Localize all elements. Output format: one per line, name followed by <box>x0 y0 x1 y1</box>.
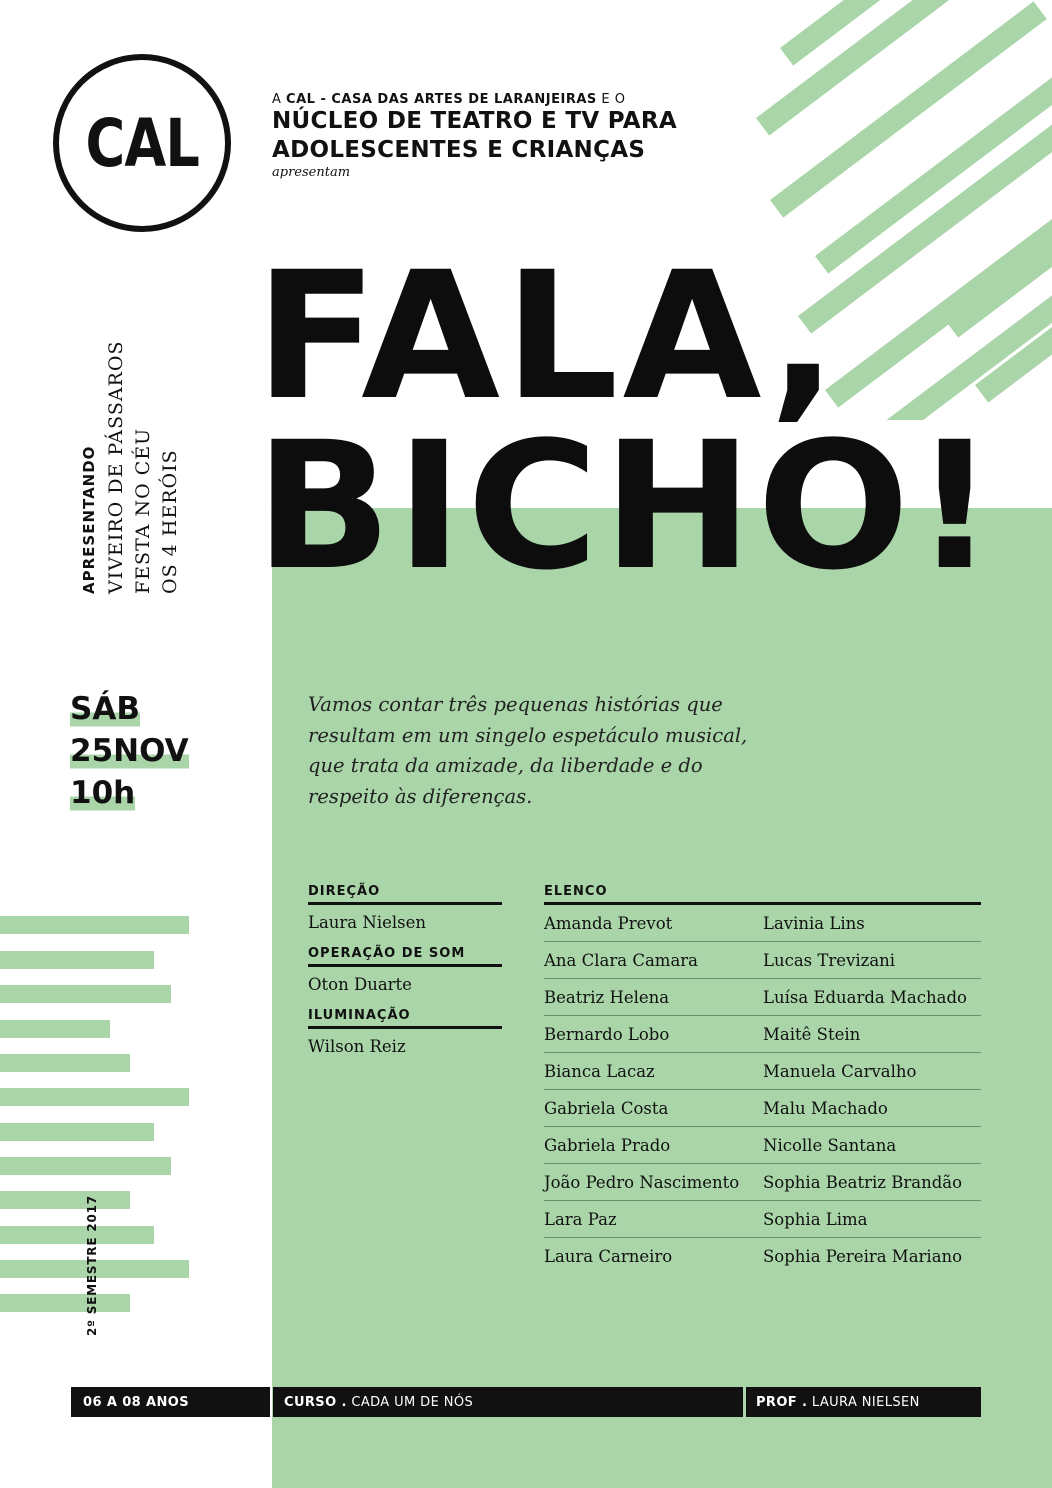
credit-name: Wilson Reiz <box>308 1037 406 1056</box>
date-time: 10h <box>70 772 135 814</box>
cast-name: Luísa Eduarda Machado <box>763 987 967 1007</box>
cast-name: Nicolle Santana <box>763 1135 897 1155</box>
credit-name: Laura Nielsen <box>308 913 427 932</box>
cast-row <box>544 979 981 1016</box>
cast-list <box>544 884 981 1274</box>
cast-name: Amanda Prevot <box>544 913 673 933</box>
cast-name: Gabriela Prado <box>544 1135 671 1155</box>
cast-name: Gabriela Costa <box>544 1098 669 1118</box>
cast-name: Malu Machado <box>763 1098 888 1118</box>
cast-row <box>544 1238 981 1274</box>
presenters-a: A <box>272 92 287 107</box>
footer-curso <box>273 1387 743 1417</box>
cast-name: Laura Carneiro <box>544 1246 673 1266</box>
cast-name: Maitê Stein <box>763 1024 861 1044</box>
cast-name: Lara Paz <box>544 1209 617 1229</box>
title-line-1: FALA, <box>255 234 842 439</box>
ages-label: 06 A 08 ANOS <box>83 1394 189 1410</box>
semester-label: 2º SEMESTRE 2017 <box>85 1195 99 1336</box>
event-date <box>70 688 189 814</box>
curso-label: CURSO . <box>284 1394 347 1410</box>
cast-heading: ELENCO <box>544 884 981 905</box>
apresentam-text: apresentam <box>272 165 351 180</box>
cast-row <box>544 1201 981 1238</box>
prof-label: PROF . <box>756 1394 808 1410</box>
prof-value: LAURA NIELSEN <box>811 1394 920 1410</box>
presenters-block <box>272 92 677 180</box>
program-item: OS 4 HERÓIS <box>159 449 181 594</box>
credit-role: DIREÇÃO <box>308 884 502 905</box>
cast-row <box>544 1164 981 1201</box>
cast-row <box>544 1127 981 1164</box>
credit-name: Oton Duarte <box>308 975 412 994</box>
cast-row <box>544 942 981 979</box>
title-line-2: BICHO! <box>255 404 1000 609</box>
presenters-e: E O <box>596 92 626 107</box>
presenters-line-1: NÚCLEO DE TEATRO E TV PARA <box>272 108 677 134</box>
cast-name: Ana Clara Camara <box>544 950 699 970</box>
program-list <box>75 341 184 594</box>
program-item: FESTA NO CÉU <box>132 427 154 594</box>
footer-ages <box>71 1387 270 1417</box>
cast-name: Sophia Lima <box>763 1209 868 1229</box>
presenters-intro <box>272 92 677 107</box>
date-date: 25NOV <box>70 730 189 772</box>
cast-name: Manuela Carvalho <box>763 1061 917 1081</box>
credits-list <box>308 884 502 1070</box>
cast-name: Beatriz Helena <box>544 987 670 1007</box>
curso-value: CADA UM DE NÓS <box>351 1394 474 1410</box>
cast-name: Sophia Beatriz Brandão <box>763 1172 963 1192</box>
credit-role: ILUMINAÇÃO <box>308 1008 502 1029</box>
credit-role: OPERAÇÃO DE SOM <box>308 946 502 967</box>
date-day: SÁB <box>70 688 140 730</box>
presenters-cal: CAL - CASA DAS ARTES DE LARANJEIRAS <box>286 92 597 107</box>
cast-name: Lavinia Lins <box>763 913 865 933</box>
presenters-line-2: ADOLESCENTES E CRIANÇAS <box>272 137 646 163</box>
cast-name: Sophia Pereira Mariano <box>763 1246 963 1266</box>
program-item: VIVEIRO DE PÁSSAROS <box>105 340 127 594</box>
cast-name: João Pedro Nascimento <box>544 1172 740 1192</box>
cast-row <box>544 905 981 942</box>
cast-row <box>544 1053 981 1090</box>
show-title <box>255 234 1000 609</box>
cal-logo <box>53 54 231 232</box>
cast-name: Bianca Lacaz <box>544 1061 655 1081</box>
program-heading: APRESENTANDO <box>80 445 98 594</box>
show-description: Vamos contar três pequenas histórias que resultam em um singelo espetáculo musical, que trata da amizade, da liberdade e do respeito às diferenças. <box>308 693 748 808</box>
cast-name: Bernardo Lobo <box>544 1024 670 1044</box>
cast-row <box>544 1016 981 1053</box>
cast-row <box>544 1090 981 1127</box>
footer-prof <box>746 1387 981 1417</box>
cast-name: Lucas Trevizani <box>763 950 896 970</box>
logo-text: CAL <box>85 104 199 182</box>
